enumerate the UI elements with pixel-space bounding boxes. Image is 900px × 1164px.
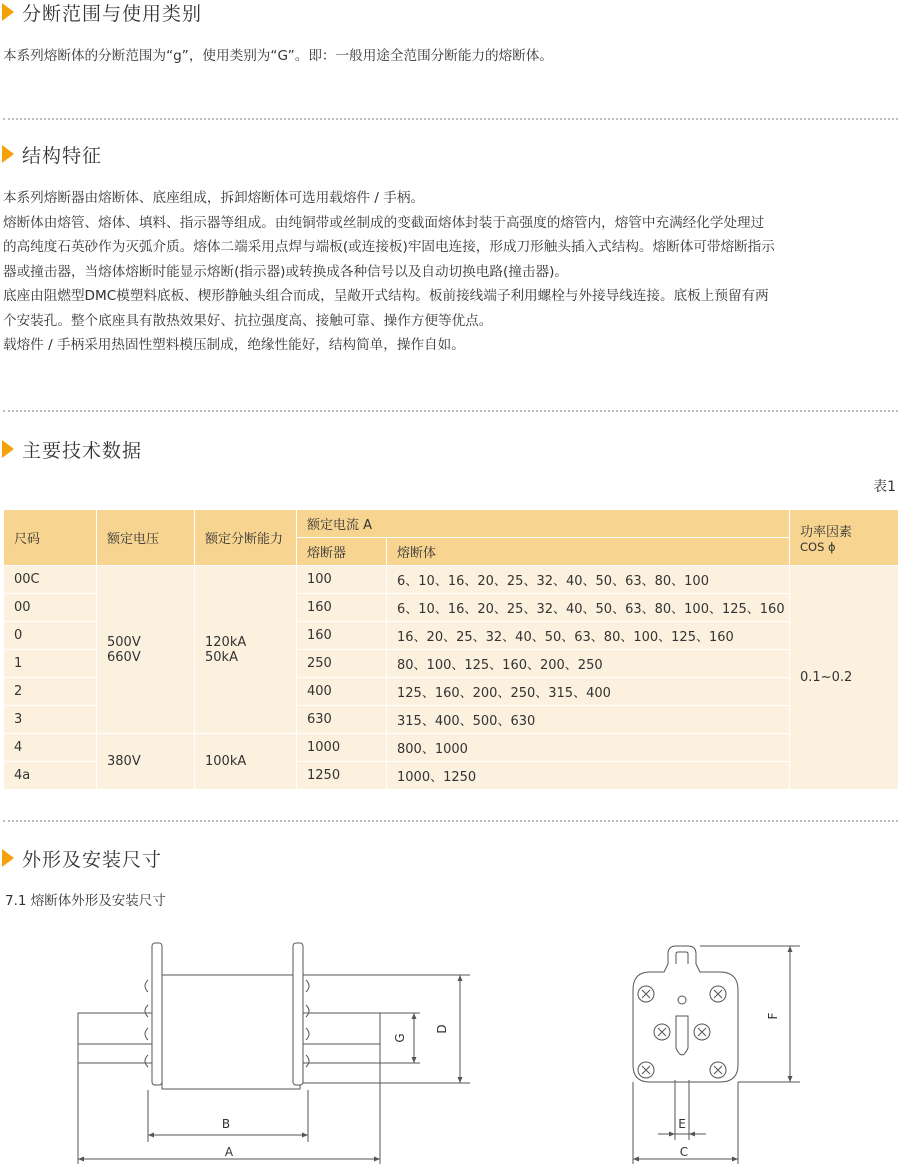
structure-line: 载熔件 / 手柄采用热固性塑料模压制成，绝缘性能好，结构简单，操作自如。 <box>3 337 465 353</box>
dotted-divider <box>3 820 898 822</box>
cell-fuse-link: 315、400、500、630 <box>387 706 790 734</box>
cell-fuse-link: 1000、1250 <box>387 762 790 790</box>
power-factor-label: 功率因素 <box>800 525 853 540</box>
cell-fuse-base: 1250 <box>297 762 387 790</box>
cell-voltage-group2: 380V <box>97 734 195 790</box>
dimension-label-a: A <box>224 1145 234 1159</box>
voltage-value: 660V <box>107 649 141 665</box>
header-current: 额定电流 A <box>297 510 790 538</box>
cell-fuse-base: 160 <box>297 594 387 622</box>
section-title: 主要技术数据 <box>22 439 143 462</box>
cell-fuse-base: 100 <box>297 566 387 594</box>
cell-fuse-base: 160 <box>297 622 387 650</box>
cell-size: 0 <box>4 622 97 650</box>
cell-size: 4 <box>4 734 97 762</box>
header-power-factor <box>790 510 899 566</box>
dimension-label-g: G <box>393 1033 407 1043</box>
section-heading-structure <box>2 139 102 169</box>
table-row <box>4 734 899 762</box>
cell-fuse-link: 6、10、16、20、25、32、40、50、63、80、100、125、160 <box>387 594 790 622</box>
structure-line: 熔断体由熔管、熔体、填料、指示器等组成。由纯铜带或丝制成的变截面熔体封装于高强度的熔管内，熔管中充满经化学处理过 <box>3 214 765 231</box>
header-size: 尺码 <box>4 510 97 566</box>
cell-breaking-group1 <box>195 566 297 734</box>
cell-fuse-base: 630 <box>297 706 387 734</box>
dimension-label-c: C <box>679 1145 689 1159</box>
table-row <box>4 566 899 594</box>
structure-line: 个安装孔。整个底座具有散热效果好、抗拉强度高、接触可靠、操作方便等优点。 <box>3 312 493 329</box>
triangle-bullet-icon <box>2 440 14 458</box>
dimensions-subtitle: 7.1 熔断体外形及安装尺寸 <box>5 893 166 909</box>
dotted-divider <box>3 410 898 412</box>
dimension-label-f: F <box>766 1012 780 1020</box>
header-breaking: 额定分断能力 <box>195 510 297 566</box>
breaking-value: 120kA <box>205 634 247 650</box>
cell-voltage-group1 <box>97 566 195 734</box>
fuse-body-outline <box>162 975 300 1089</box>
structure-line: 器或撞击器，当熔体熔断时能显示熔断(指示器)或转换成各种信号以及自动切换电路(撞击器)。 <box>3 263 568 280</box>
structure-line: 底座由阻燃型DMC模塑料底板、楔形静触头组合而成，呈敞开式结构。板前接线端子利用螺栓与外接导线连接。底板上预留有两 <box>3 288 769 304</box>
breaking-range-text: 本系列熔断体的分断范围为“g”，使用类别为“G”。即：一般用途全范围分断能力的熔断体。 <box>3 48 553 64</box>
fuse-side-view-drawing <box>600 930 820 1164</box>
triangle-bullet-icon <box>2 145 14 163</box>
end-plate-left <box>152 943 162 1085</box>
cell-fuse-base: 250 <box>297 650 387 678</box>
header-fuse-base: 熔断器 <box>297 538 387 566</box>
triangle-bullet-icon <box>2 3 14 21</box>
breaking-value: 50kA <box>205 649 238 665</box>
cell-fuse-link: 80、100、125、160、200、250 <box>387 650 790 678</box>
table-caption: 表1 <box>873 479 896 495</box>
cell-size: 4a <box>4 762 97 790</box>
cell-size: 1 <box>4 650 97 678</box>
plate-outline <box>633 946 738 1082</box>
end-plate-right <box>293 943 303 1085</box>
cell-size: 3 <box>4 706 97 734</box>
header-fuse-link: 熔断体 <box>387 538 790 566</box>
fuse-front-view-drawing <box>0 930 480 1164</box>
structure-text <box>3 186 900 358</box>
cell-fuse-link: 16、20、25、32、40、50、63、80、100、125、160 <box>387 622 790 650</box>
dimension-label-b: B <box>221 1117 231 1131</box>
cell-size: 00 <box>4 594 97 622</box>
cell-breaking-group2: 100kA <box>195 734 297 790</box>
cell-fuse-link: 6、10、16、20、25、32、40、50、63、80、100 <box>387 566 790 594</box>
structure-line: 的高纯度石英砂作为灭弧介质。熔体二端采用点焊与端板(或连接板)牢固电连接，形成刀形触头插入式结构。熔断体可带熔断指示 <box>3 239 775 255</box>
spec-table <box>3 509 899 790</box>
triangle-bullet-icon <box>2 849 14 867</box>
cell-fuse-link: 800、1000 <box>387 734 790 762</box>
blade-edge <box>676 1016 688 1055</box>
dotted-divider <box>3 118 898 120</box>
cell-fuse-link: 125、160、200、250、315、400 <box>387 678 790 706</box>
structure-line: 本系列熔断器由熔断体、底座组成，拆卸熔断体可选用载熔件 / 手柄。 <box>3 190 425 206</box>
cell-size: 2 <box>4 678 97 706</box>
dimension-label-e: E <box>678 1117 686 1131</box>
cell-power-factor: 0.1~0.2 <box>790 566 899 790</box>
section-title: 结构特征 <box>22 144 103 167</box>
section-title: 分断范围与使用类别 <box>22 2 203 25</box>
power-factor-symbol: COS ϕ <box>800 540 836 554</box>
section-heading-dimensions <box>2 843 162 873</box>
cell-fuse-base: 400 <box>297 678 387 706</box>
voltage-value: 500V <box>107 634 141 650</box>
dimension-label-d: D <box>435 1024 449 1034</box>
table-header-row <box>4 510 899 538</box>
cell-size: 00C <box>4 566 97 594</box>
section-heading-breaking-range <box>2 0 202 27</box>
cell-fuse-base: 1000 <box>297 734 387 762</box>
section-heading-tech-data <box>2 434 142 464</box>
header-voltage: 额定电压 <box>97 510 195 566</box>
section-title: 外形及安装尺寸 <box>22 848 163 871</box>
